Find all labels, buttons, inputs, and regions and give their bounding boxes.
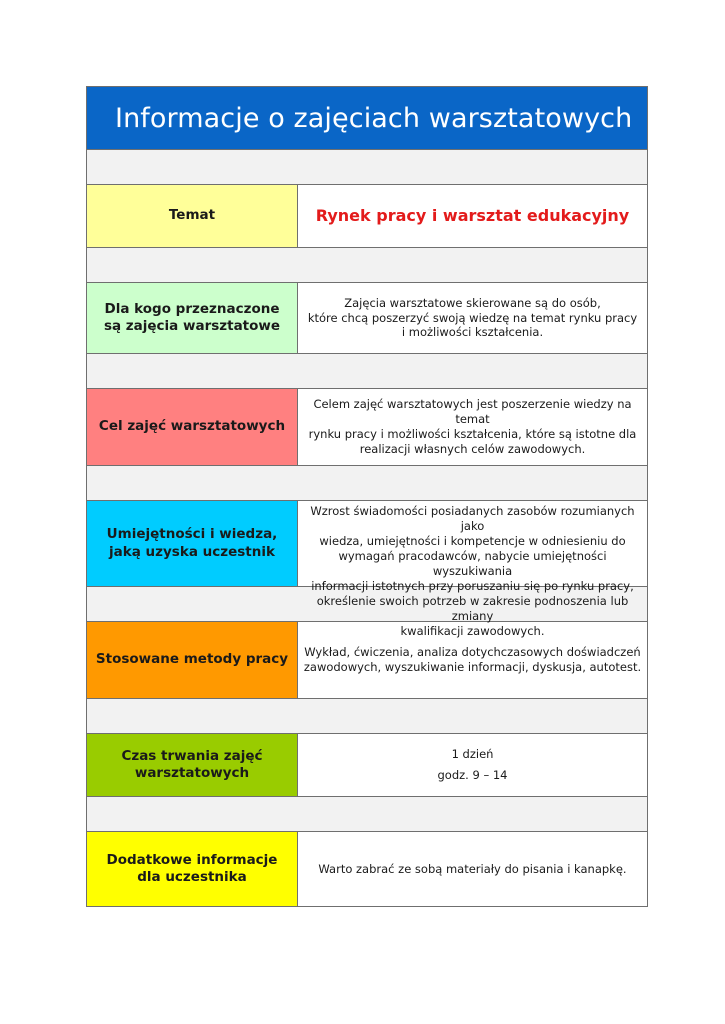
topic-value-cell [298,185,647,247]
methods-label: Stosowane metody pracy [87,622,298,698]
page-title: Informacje o zajęciach warsztatowych [87,87,647,150]
row-topic [87,185,647,248]
spacer-row [87,150,647,185]
topic-value: Rynek pracy i warsztat edukacyjny [315,205,630,225]
text-line: rynku pracy i możliwości kształcenia, które są istotne dla [308,427,637,441]
methods-value [298,622,647,698]
text-line: Wykład, ćwiczenia, analiza dotychczasowych doświadczeń [304,645,641,660]
row-audience [87,283,647,354]
text-line: zawodowych, wyszukiwanie informacji, dyskusja, autotest. [303,660,642,674]
spacer-row [87,466,647,501]
info-table [86,86,648,907]
skills-label: Umiejętności i wiedza, jaką uzyska uczestnik [87,501,298,586]
skills-value [298,501,647,638]
text-line: wymagań pracodawców, nabycie umiejętności wyszukiwania [338,548,607,578]
row-goal [87,389,647,466]
extra-info-value [298,832,647,906]
spacer-row [87,354,647,389]
duration-label: Czas trwania zajęć warsztatowych [87,734,298,796]
duration-days: 1 dzień [451,747,494,762]
text-line: wiedza, umiejętności i kompetencje w odniesieniu do [319,533,626,548]
text-line: Zajęcia warsztatowe skierowane są do osób, [344,295,601,310]
extra-info-label: Dodatkowe informacje dla uczestnika [87,832,298,906]
text-line: Warto zabrać ze sobą materiały do pisania i kanapkę. [318,861,627,876]
text-line: realizacji własnych celów zawodowych. [359,441,586,456]
text-line: informacji istotnych przy poruszaniu się po rynku pracy, [311,578,634,593]
text-line: Celem zajęć warsztatowych jest poszerzenie wiedzy na temat [313,397,632,427]
goal-value [298,389,647,465]
goal-label: Cel zajęć warsztatowych [87,389,298,465]
text-line: i możliwości kształcenia. [401,325,544,340]
spacer-row [87,797,647,832]
text-line: które chcą poszerzyć swoją wiedzę na temat rynku pracy [307,310,638,325]
text-line: określenie swoich potrzeb w zakresie podnoszenia lub zmiany [316,593,629,623]
spacer-row [87,248,647,283]
topic-label: Temat [87,185,298,247]
row-extra-info [87,832,647,906]
audience-value [298,283,647,353]
text-line: kwalifikacji zawodowych. [400,623,545,638]
duration-value [298,734,647,796]
spacer-row [87,699,647,734]
text-line: Wzrost świadomości posiadanych zasobów rozumianych jako [310,504,635,533]
row-duration [87,734,647,797]
duration-hours: godz. 9 – 14 [437,768,508,782]
audience-label: Dla kogo przeznaczone są zajęcia warsztatowe [87,283,298,353]
row-skills [87,501,647,638]
row-methods [87,622,647,699]
